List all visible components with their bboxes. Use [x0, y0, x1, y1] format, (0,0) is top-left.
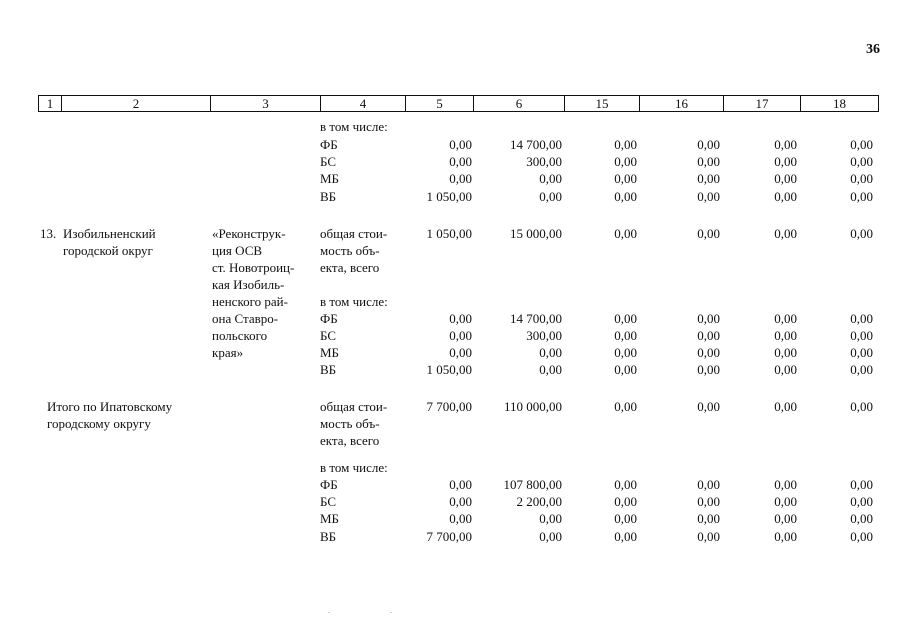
object-line: польского: [212, 328, 268, 343]
breakdown-label: в том числе:: [320, 294, 388, 309]
value-cell: 0,00: [697, 529, 720, 544]
value-cell: 0,00: [850, 477, 873, 492]
value-cell: 0,00: [539, 171, 562, 186]
total-value-cell: 0,00: [850, 226, 873, 241]
header-col: 5: [406, 96, 474, 112]
object-line: «Реконструк-: [212, 226, 286, 241]
total-label-line: общая стои-: [320, 399, 388, 414]
total-value-cell: 0,00: [697, 226, 720, 241]
value-cell: 0,00: [774, 171, 797, 186]
value-cell: 0,00: [774, 345, 797, 360]
value-cell: 0,00: [774, 511, 797, 526]
total-title-line: городскому округу: [47, 416, 151, 431]
fund-label: МБ: [320, 511, 340, 526]
scan-mark: .: [390, 606, 392, 615]
total-value-cell: 0,00: [697, 399, 720, 414]
value-cell: 1 050,00: [426, 189, 472, 204]
value-cell: 0,00: [697, 189, 720, 204]
total-label-line: екта, всего: [320, 433, 380, 448]
header-col: 16: [640, 96, 724, 112]
total-value-cell: 0,00: [774, 226, 797, 241]
value-cell: 0,00: [614, 529, 637, 544]
value-cell: 0,00: [774, 189, 797, 204]
value-cell: 0,00: [850, 311, 873, 326]
fund-label: ФБ: [320, 477, 338, 492]
object-line: она Ставро-: [212, 311, 279, 326]
value-cell: 0,00: [697, 494, 720, 509]
value-cell: 0,00: [774, 362, 797, 377]
breakdown-label: в том числе:: [320, 119, 388, 134]
value-cell: 0,00: [614, 345, 637, 360]
value-cell: 300,00: [526, 154, 562, 169]
total-value-cell: 0,00: [774, 399, 797, 414]
value-cell: 0,00: [774, 154, 797, 169]
value-cell: 0,00: [449, 311, 472, 326]
value-cell: 0,00: [850, 345, 873, 360]
total-title-line: Итого по Ипатовскому: [47, 399, 173, 414]
value-cell: 0,00: [697, 154, 720, 169]
value-cell: 0,00: [850, 154, 873, 169]
header-col: 17: [724, 96, 801, 112]
value-cell: 0,00: [850, 362, 873, 377]
value-cell: 0,00: [614, 311, 637, 326]
value-cell: 0,00: [697, 477, 720, 492]
value-cell: 0,00: [774, 529, 797, 544]
total-label-line: общая стои-: [320, 226, 388, 241]
scan-mark: .: [328, 606, 330, 615]
header-col: 18: [801, 96, 879, 112]
object-line: ция ОСВ: [212, 243, 263, 258]
total-label-line: екта, всего: [320, 260, 380, 275]
fund-label: ВБ: [320, 362, 337, 377]
value-cell: 0,00: [697, 345, 720, 360]
value-cell: 0,00: [539, 189, 562, 204]
object-line: ст. Новотроиц-: [212, 260, 295, 275]
value-cell: 0,00: [850, 529, 873, 544]
value-cell: 0,00: [539, 511, 562, 526]
value-cell: 14 700,00: [510, 311, 562, 326]
value-cell: 0,00: [697, 362, 720, 377]
breakdown-label: в том числе:: [320, 460, 388, 475]
value-cell: 0,00: [539, 345, 562, 360]
header-col: 3: [211, 96, 321, 112]
value-cell: 0,00: [850, 189, 873, 204]
value-cell: 0,00: [774, 477, 797, 492]
value-cell: 0,00: [449, 494, 472, 509]
value-cell: 0,00: [614, 362, 637, 377]
value-cell: 0,00: [697, 511, 720, 526]
total-value-cell: 0,00: [614, 226, 637, 241]
value-cell: 0,00: [449, 345, 472, 360]
value-cell: 0,00: [449, 171, 472, 186]
total-label-line: мость объ-: [320, 243, 380, 258]
value-cell: 0,00: [539, 362, 562, 377]
value-cell: 0,00: [697, 137, 720, 152]
fund-label: МБ: [320, 345, 340, 360]
value-cell: 0,00: [614, 189, 637, 204]
row-number: 13.: [40, 226, 57, 241]
value-cell: 0,00: [850, 137, 873, 152]
header-col: 6: [474, 96, 565, 112]
value-cell: 14 700,00: [510, 137, 562, 152]
object-line: ненского рай-: [212, 294, 288, 309]
total-value-cell: 1 050,00: [426, 226, 472, 241]
value-cell: 0,00: [449, 511, 472, 526]
value-cell: 0,00: [614, 137, 637, 152]
object-line: кая Изобиль-: [212, 277, 285, 292]
total-value-cell: 0,00: [614, 399, 637, 414]
total-value-cell: 7 700,00: [426, 399, 472, 414]
value-cell: 0,00: [614, 171, 637, 186]
value-cell: 0,00: [774, 311, 797, 326]
fund-label: ФБ: [320, 137, 338, 152]
fund-label: БС: [320, 154, 337, 169]
total-value-cell: 15 000,00: [510, 226, 562, 241]
value-cell: 0,00: [774, 328, 797, 343]
value-cell: 0,00: [449, 154, 472, 169]
fund-label: ВБ: [320, 529, 337, 544]
fund-label: БС: [320, 328, 337, 343]
value-cell: 2 200,00: [516, 494, 562, 509]
value-cell: 7 700,00: [426, 529, 472, 544]
header-col: 4: [321, 96, 406, 112]
value-cell: 0,00: [449, 328, 472, 343]
value-cell: 0,00: [449, 137, 472, 152]
header-col: 2: [62, 96, 211, 112]
value-cell: 0,00: [614, 154, 637, 169]
header-col: 1: [39, 96, 62, 112]
column-number-header: [38, 95, 879, 112]
fund-label: ВБ: [320, 189, 337, 204]
value-cell: 0,00: [614, 511, 637, 526]
value-cell: 0,00: [850, 328, 873, 343]
page-number: 36: [866, 42, 880, 57]
fund-label: ФБ: [320, 311, 338, 326]
value-cell: 0,00: [614, 328, 637, 343]
total-value-cell: 0,00: [850, 399, 873, 414]
fund-label: МБ: [320, 171, 340, 186]
value-cell: 0,00: [774, 494, 797, 509]
value-cell: 0,00: [850, 494, 873, 509]
total-label-line: мость объ-: [320, 416, 380, 431]
municipality-name: Изобильненский городской округ: [63, 226, 156, 258]
object-line: края»: [212, 345, 244, 360]
value-cell: 1 050,00: [426, 362, 472, 377]
value-cell: 0,00: [697, 328, 720, 343]
value-cell: 0,00: [614, 494, 637, 509]
value-cell: 107 800,00: [503, 477, 562, 492]
header-col: 15: [565, 96, 640, 112]
value-cell: 0,00: [449, 477, 472, 492]
value-cell: 0,00: [539, 529, 562, 544]
value-cell: 0,00: [697, 311, 720, 326]
value-cell: 0,00: [850, 171, 873, 186]
value-cell: 0,00: [697, 171, 720, 186]
value-cell: 0,00: [850, 511, 873, 526]
value-cell: 300,00: [526, 328, 562, 343]
value-cell: 0,00: [614, 477, 637, 492]
value-cell: 0,00: [774, 137, 797, 152]
fund-label: БС: [320, 494, 337, 509]
total-value-cell: 110 000,00: [503, 399, 562, 414]
